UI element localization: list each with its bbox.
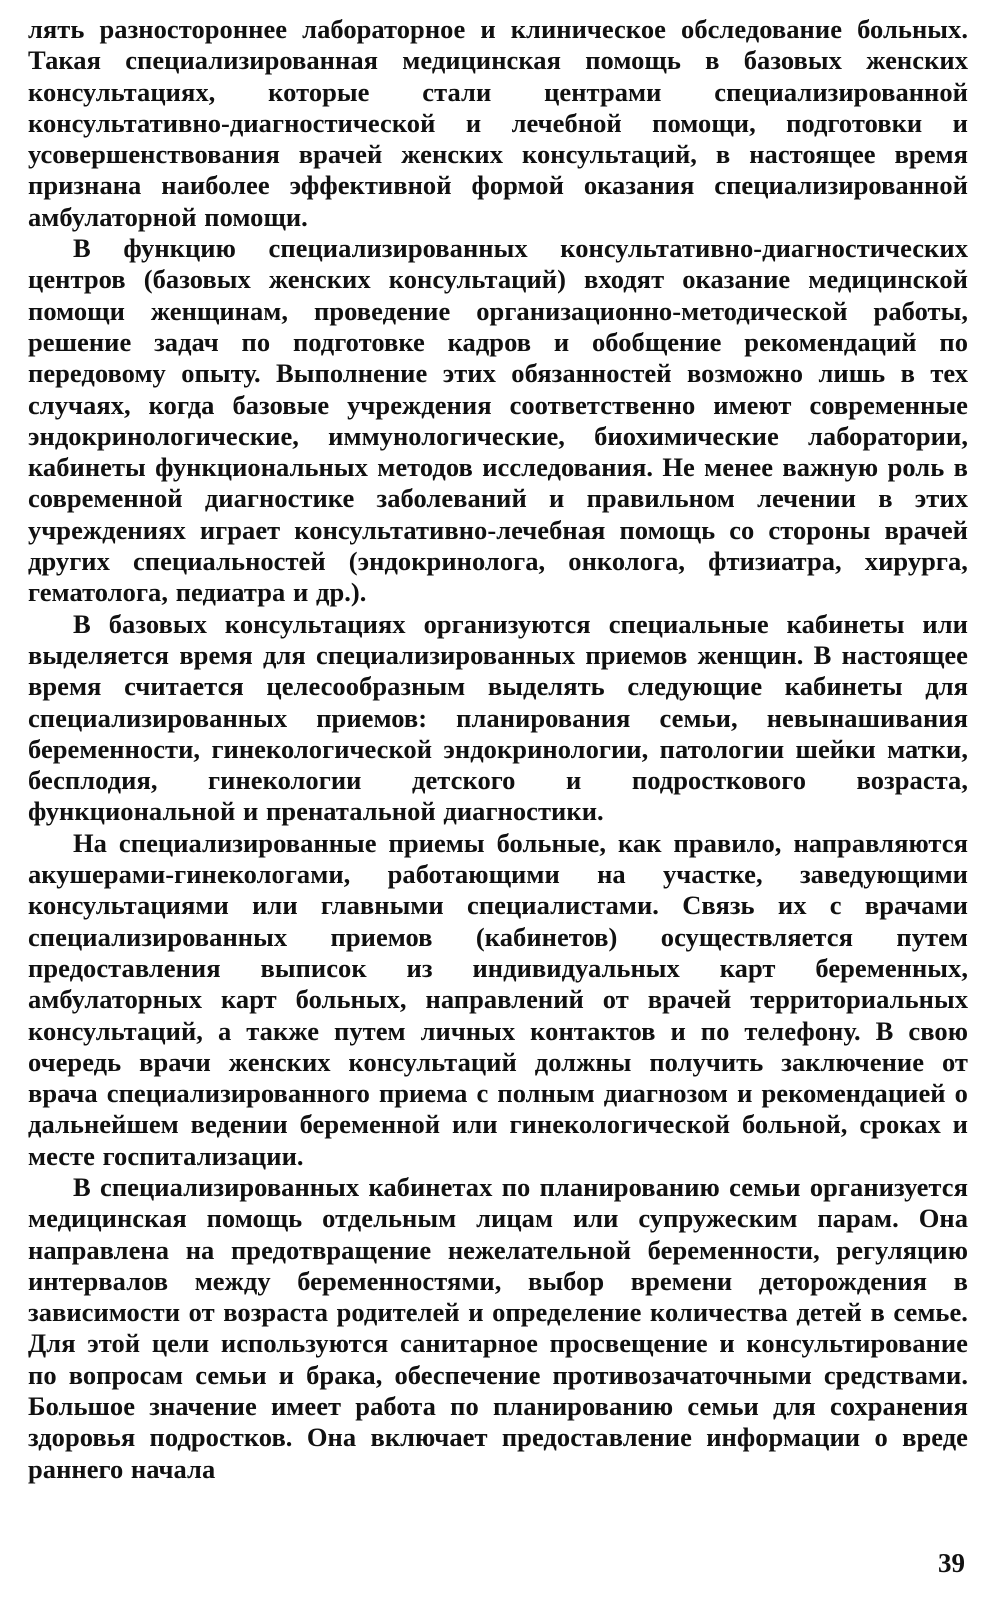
paragraph-consultative-centers: В функцию специализированных консультативно-диагностических центров (базовых женских консультаций) входят оказание медицинской помощи женщинам, проведение организационно-методической работы, решение задач по подготовке кадров и обобщение рекомендаций по передовому опыту. Выполнение этих обязанностей возможно лишь в тех случаях, когда базовые учреждения соответственно имеют современные эндокринологические, иммунологические, биохимические лаборатории, кабинеты функциональных методов исследования. Не менее важную роль в современной диагностике заболеваний и правильном лечении в этих учреждениях играет консультативно-лечебная помощь со стороны врачей других специальностей (эндокринолога, онколога, фтизиатра, хирурга, гематолога, педиатра и др.). (28, 233, 968, 608)
paragraph-referral: На специализированные приемы больные, как правило, направляются акушерами-гинекологами, работающими на участке, заведующими консультациями или главными специалистами. Связь их с врачами специализированных приемов (кабинетов) осуществляется путем предоставления выписок из индивидуальных карт беременных, амбулаторных карт больных, направлений от врачей территориальных консультаций, а также путем личных контактов и по телефону. В свою очередь врачи женских консультаций должны получить заключение от врача специализированного приема с полным диагнозом и рекомендацией о дальнейшем ведении беременной или гинекологической больной, сроках и месте госпитализации. (28, 827, 968, 1171)
paragraph-continuation: лять разностороннее лабораторное и клиническое обследование больных. Такая специализированная медицинская помощь в базовых женских консультациях, которые стали центрами специализированной консультативно-диагностической и лечебной помощи, подготовки и усовершенствования врачей женских консультаций, в настоящее время признана наиболее эффективной формой оказания специализированной амбулаторной помощи. (28, 14, 968, 232)
paragraph-specialized-offices: В базовых консультациях организуются специальные кабинеты или выделяется время для специализированных приемов женщин. В настоящее время считается целесообразным выделять следующие кабинеты для специализированных приемов: планирования семьи, невынашивания беременности, гинекологической эндокринологии, патологии шейки матки, бесплодия, гинекологии детского и подросткового возраста, функциональной и пренатальной диагностики. (28, 608, 968, 827)
document-page (28, 14, 968, 1485)
paragraph-family-planning: В специализированных кабинетах по планированию семьи организуется медицинская помощь отдельным лицам или супружеским парам. Она направлена на предотвращение нежелательной беременности, регуляцию интервалов между беременностями, выбор времени деторождения в зависимости от возраста родителей и определение количества детей в семье. Для этой цели используются санитарное просвещение и консультирование по вопросам семьи и брака, обеспечение противозачаточными средствами. Большое значение имеет работа по планированию семьи для сохранения здоровья подростков. Она включает предоставление информации о вреде раннего начала (28, 1171, 968, 1484)
page-number: 39 (938, 1548, 965, 1578)
